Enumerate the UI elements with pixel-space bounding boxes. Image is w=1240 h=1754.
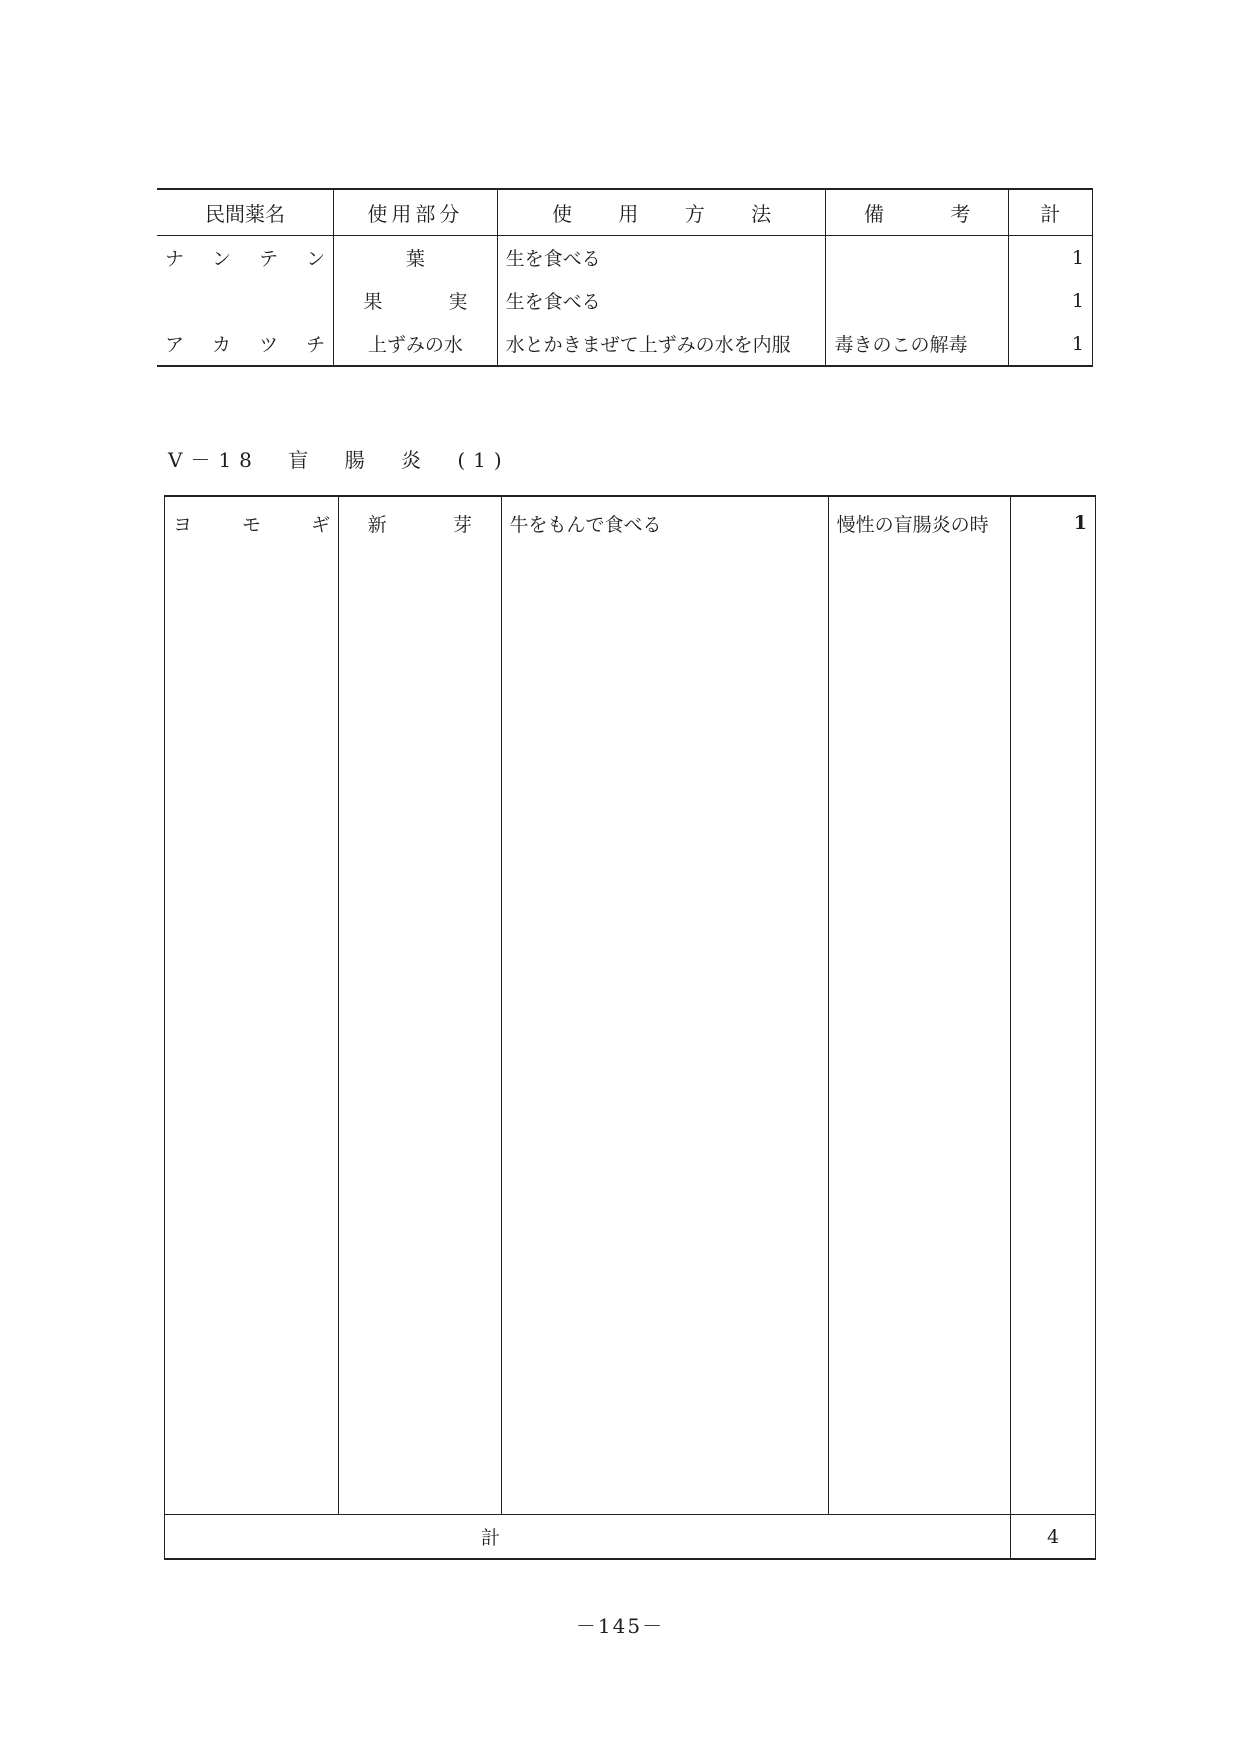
part-used: 上ずみの水 — [334, 322, 498, 366]
count: 1 — [1008, 322, 1092, 366]
note — [826, 279, 1008, 322]
section-title: V－18 盲 腸 炎 (1) — [168, 448, 510, 472]
empty-cell — [165, 549, 339, 1515]
remedy-name: ナ ン テ ン — [157, 236, 334, 280]
usage-method: 生を食べる — [497, 236, 826, 280]
note: 慢性の盲腸炎の時 — [828, 496, 1010, 549]
count: 1 — [1008, 236, 1092, 280]
note — [826, 236, 1008, 280]
usage-method: 牛をもんで食べる — [501, 496, 828, 549]
table-row — [157, 279, 1093, 322]
header-notes: 備 考 — [826, 189, 1008, 236]
total-row — [165, 1515, 1096, 1560]
remedy-table-2 — [164, 495, 1096, 1560]
remedy-name: ヨ モ ギ — [165, 496, 339, 549]
empty-row — [165, 549, 1096, 1515]
part-used: 葉 — [334, 236, 498, 280]
table-header-row — [157, 189, 1093, 236]
empty-cell — [1011, 549, 1096, 1515]
empty-cell — [501, 549, 828, 1515]
table-row — [165, 496, 1096, 549]
total-value: 4 — [1011, 1515, 1096, 1560]
part-used: 新 芽 — [339, 496, 501, 549]
remedy-table-1 — [157, 188, 1093, 367]
header-usage-method: 使 用 方 法 — [497, 189, 826, 236]
remedy-name — [157, 279, 334, 322]
count: 1 — [1008, 279, 1092, 322]
note: 毒きのこの解毒 — [826, 322, 1008, 366]
usage-method: 水とかきまぜて上ずみの水を内服 — [497, 322, 826, 366]
empty-cell — [339, 549, 501, 1515]
page-number: －145－ — [575, 1614, 665, 1638]
remedy-name: ア カ ツ チ — [157, 322, 334, 366]
count: 1 — [1011, 496, 1096, 549]
table-row — [157, 322, 1093, 366]
total-label-cell — [165, 1515, 1011, 1560]
total-label: 計 — [481, 1527, 501, 1549]
header-part-used: 使用部分 — [334, 189, 498, 236]
header-remedy-name: 民間薬名 — [157, 189, 334, 236]
usage-method: 生を食べる — [497, 279, 826, 322]
part-used: 果 実 — [334, 279, 498, 322]
header-count: 計 — [1008, 189, 1092, 236]
table-row — [157, 236, 1093, 280]
empty-cell — [828, 549, 1010, 1515]
